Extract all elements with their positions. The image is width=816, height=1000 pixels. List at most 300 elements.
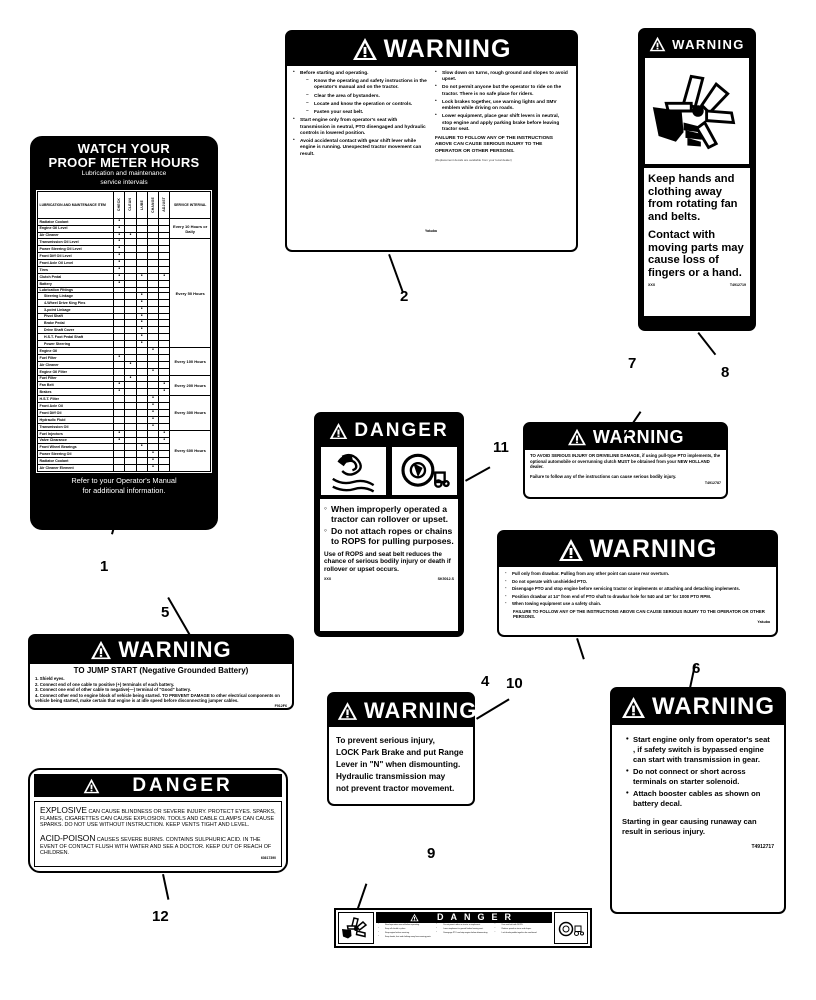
- decal-11-code-left: XXX: [324, 576, 332, 581]
- cell-check: [114, 292, 125, 299]
- cell-item: Air Cleaner: [38, 232, 114, 239]
- sub-list-item: – Know the operating and safety instructions in the operator's manual and on the tractor.: [306, 79, 428, 91]
- cell-lube: [136, 232, 147, 239]
- cell-lube: [136, 451, 147, 458]
- cell-adjust: •: [159, 389, 170, 396]
- cell-change: [147, 375, 158, 382]
- leader-line-9: [357, 883, 367, 908]
- decal-5-code: F912F6: [274, 703, 287, 708]
- cell-check: •: [114, 354, 125, 361]
- cell-lube: •: [136, 444, 147, 451]
- cell-item: Transmission Oil Level: [38, 239, 114, 246]
- list-item: - Disengage PTO and stop engine before servicing tractor or implements or attaching and detaching implements.: [505, 586, 770, 592]
- cell-item: Clutch Pedal: [38, 273, 114, 280]
- cell-item: Radiator Coolant: [38, 218, 114, 225]
- cell-clean: [125, 280, 136, 287]
- th-change: CHANGE: [147, 191, 158, 218]
- cell-adjust: [159, 361, 170, 368]
- list-item: • Use seat belt with ROPS.: [495, 924, 550, 926]
- decal-1-table-wrapper: [36, 190, 212, 473]
- cell-clean: •: [125, 375, 136, 382]
- cell-interval: Every 300 Hours: [170, 396, 211, 430]
- cell-adjust: •: [159, 437, 170, 444]
- decal-7-para1: TO AVOID SERIOUS INJURY OR DRIVELINE DAMAGE, if using pull-type PTO implements, the optional automobile or overrunning clutch MUST be obtained from your NEW HOLLAND dealer.: [530, 453, 721, 469]
- cell-check: [114, 458, 125, 465]
- cell-adjust: [159, 299, 170, 306]
- decal-11-codes: [324, 577, 454, 581]
- cell-clean: [125, 437, 136, 444]
- decal-1-footer: [36, 476, 212, 495]
- decal-8-code-right: T4912719: [729, 283, 746, 288]
- cell-check: [114, 341, 125, 348]
- table-row: [38, 239, 211, 246]
- cell-clean: [125, 416, 136, 423]
- cell-adjust: [159, 416, 170, 423]
- callout-6: 6: [692, 660, 701, 677]
- callout-1: 1: [100, 558, 109, 575]
- cell-change: [147, 260, 158, 267]
- list-item: • Start engine only from operator's seat with transmission in neutral, PTO disengaged and hydraulic controls in lowered position.: [293, 118, 428, 137]
- decal-1-title-line1: WATCH YOUR: [77, 141, 171, 156]
- cell-check: [114, 327, 125, 334]
- list-item: • Keep all shields in place.: [378, 928, 433, 930]
- list-item: • Disengage PTO and stop engine before dismounting.: [436, 932, 491, 934]
- decal-10-lines: [336, 735, 466, 794]
- decal-4-header-band: [499, 532, 776, 567]
- cell-item: Engine Oil Filter: [38, 368, 114, 375]
- cell-adjust: [159, 327, 170, 334]
- decal-5-header-band: [30, 636, 292, 664]
- cell-clean: [125, 458, 136, 465]
- decal-2-left-column: [293, 71, 428, 162]
- cell-adjust: [159, 368, 170, 375]
- cell-lube: [136, 416, 147, 423]
- cell-change: •: [147, 348, 158, 355]
- decal-8-pictogram: [644, 57, 750, 165]
- cell-item: Fuel Filter: [38, 354, 114, 361]
- cell-adjust: [159, 465, 170, 472]
- decal-7-body: [525, 450, 726, 489]
- cell-item: Power Steering: [38, 341, 114, 348]
- cell-lube: [136, 348, 147, 355]
- decal-11-header-band: [320, 418, 458, 443]
- callout-7: 7: [628, 355, 637, 372]
- cell-item: Hydraulic Fluid: [38, 416, 114, 423]
- cell-adjust: •: [159, 430, 170, 437]
- cell-item: Front Diff Oil: [38, 410, 114, 417]
- th-adjust: ADJUST: [159, 191, 170, 218]
- cell-lube: [136, 458, 147, 465]
- list-item: • Start engine only from operator's seat , if safety switch is bypassed engine can start with transmission in gear.: [626, 735, 774, 765]
- cell-clean: [125, 306, 136, 313]
- decal-6-body: [612, 725, 784, 860]
- decal-5-jump-start-warning: [28, 634, 294, 710]
- warning-triangle-icon: [558, 538, 584, 562]
- danger-triangle-icon: [410, 913, 419, 922]
- cell-item: Power Steering Oil Level: [38, 246, 114, 253]
- cell-lube: [136, 382, 147, 389]
- list-item: ◦ When improperly operated a tractor can rollover or upset.: [324, 504, 454, 524]
- cell-check: [114, 306, 125, 313]
- decal-4-band-word: WARNING: [589, 535, 718, 563]
- cell-interval: Every 200 Hours: [170, 375, 211, 396]
- cell-check: [114, 416, 125, 423]
- decal-12-code: 63617390: [260, 856, 276, 861]
- cell-adjust: [159, 253, 170, 260]
- sub-list: [306, 79, 428, 116]
- warning-triangle-icon: [567, 428, 587, 446]
- cell-clean: [125, 218, 136, 225]
- maintenance-table: [37, 191, 211, 472]
- decal-6-code: T4912717: [751, 844, 774, 851]
- cell-change: •: [147, 423, 158, 430]
- decal-6-band-word: WARNING: [652, 693, 775, 720]
- cell-change: •: [147, 410, 158, 417]
- leader-line-10: [476, 698, 509, 719]
- park-brake-line: To prevent serious injury,: [336, 736, 435, 745]
- cell-change: [147, 225, 158, 232]
- park-brake-line: not prevent tractor movement.: [336, 783, 455, 793]
- cell-clean: [125, 389, 136, 396]
- cell-adjust: [159, 239, 170, 246]
- jump-start-step: 4. Connect other end to engine block of vehicle being started. TO PREVENT DAMAGE to other electrical components on vehicle being started, make certain that engine is at idle speed before disconnecting jumper cables.: [35, 692, 280, 703]
- warning-triangle-icon: [352, 37, 378, 61]
- cell-adjust: [159, 403, 170, 410]
- cell-change: [147, 239, 158, 246]
- decal-1-footer-line2: for additional information.: [82, 485, 166, 495]
- decal-1-title-line2: PROOF METER HOURS: [48, 154, 200, 170]
- cell-adjust: [159, 341, 170, 348]
- cell-item: H.S.T. Filter: [38, 396, 114, 403]
- cell-lube: [136, 354, 147, 361]
- cell-item: Fuel Filter: [38, 375, 114, 382]
- cell-change: [147, 430, 158, 437]
- jump-start-step: 3. Connect one end of other cable to negative(—) terminal of "Good" battery.: [35, 687, 192, 692]
- warning-triangle-icon: [90, 640, 112, 660]
- list-item: • Before starting and operating. – Know the operating and safety instructions in the operator's manual and on the tractor. – Clear the area of bystanders. – Locate and know the operation or controls. – Fasten your seat belt.: [293, 71, 428, 116]
- cell-clean: [125, 451, 136, 458]
- cell-adjust: •: [159, 382, 170, 389]
- cell-item: H.S.T. Foot Pedal Shaft: [38, 334, 114, 341]
- cell-lube: [136, 361, 147, 368]
- table-row: [38, 348, 211, 355]
- callout-4: 4: [481, 673, 490, 690]
- cell-item: Lubrication Fittings: [38, 287, 114, 292]
- list-item: ◦ Do not attach ropes or chains to ROPS for pulling purposes.: [324, 526, 454, 546]
- cell-check: •: [114, 382, 125, 389]
- cell-change: •: [147, 368, 158, 375]
- cell-adjust: [159, 260, 170, 267]
- decal-2-band-word: WARNING: [383, 34, 512, 63]
- cell-clean: [125, 430, 136, 437]
- cell-lube: [136, 260, 147, 267]
- cell-change: [147, 382, 158, 389]
- cell-check: [114, 361, 125, 368]
- cell-change: [147, 246, 158, 253]
- decal-9-column-3: [495, 924, 550, 943]
- callout-8: 8: [721, 364, 730, 381]
- decal-2-body: [287, 66, 576, 165]
- cell-adjust: [159, 458, 170, 465]
- decal-7-para2: Failure to follow any of the instructions can cause serious bodily injury.: [530, 473, 677, 479]
- cell-check: •: [114, 266, 125, 273]
- cell-check: [114, 410, 125, 417]
- cell-adjust: [159, 354, 170, 361]
- list-item: • Do not connect or short across terminals on starter solenoid.: [626, 767, 774, 787]
- decal-9-pictogram-left: [338, 912, 374, 944]
- decal-2-left-list: [293, 71, 428, 158]
- cell-check: [114, 334, 125, 341]
- sub-list-item: – Clear the area of bystanders.: [306, 94, 428, 100]
- cell-check: •: [114, 253, 125, 260]
- cell-change: [147, 313, 158, 320]
- th-item: LUBRICATION AND MAINTENANCE ITEM: [38, 191, 114, 218]
- cell-check: •: [114, 430, 125, 437]
- list-item: • Keep hands, feet and clothing away from moving parts.: [378, 936, 433, 938]
- decal-2-header-band: [287, 32, 576, 66]
- cell-clean: [125, 225, 136, 232]
- decal-2-failure-text: FAILURE TO FOLLOW ANY OF THE INSTRUCTIONS ABOVE CAN CAUSE SERIOUS INJURY TO THE OPERATOR OR OTHER PERSONS.: [435, 136, 553, 154]
- decal-9-danger-strip: [334, 908, 592, 948]
- cell-check: [114, 313, 125, 320]
- callout-5: 5: [161, 604, 170, 621]
- decal-11-band-word: DANGER: [354, 420, 449, 441]
- decal-12-paragraph-1: [40, 806, 276, 829]
- cell-lube: •: [136, 313, 147, 320]
- cell-check: •: [114, 260, 125, 267]
- decal-5-steps: [35, 676, 287, 704]
- cell-lube: •: [136, 334, 147, 341]
- cell-adjust: [159, 246, 170, 253]
- cell-change: •: [147, 416, 158, 423]
- cell-lube: •: [136, 327, 147, 334]
- cell-change: [147, 306, 158, 313]
- cell-clean: [125, 403, 136, 410]
- decal-4-failure-text: FAILURE TO FOLLOW ANY OF THE INSTRUCTIONS ABOVE CAN CAUSE SERIOUS INJURY TO THE OPERATOR OR OTHER PERSONS.: [513, 608, 765, 619]
- decal-7-header-band: [525, 424, 726, 450]
- list-item: - Pull only from drawbar. Pulling from any other point can cause rear overturn.: [505, 571, 770, 577]
- cell-interval: Every 10 Hours or Daily: [170, 218, 211, 239]
- decal-6-list: [626, 735, 774, 809]
- warning-triangle-icon: [621, 696, 646, 719]
- decal-12-header-band: [34, 774, 282, 797]
- decal-6-header-band: [612, 689, 784, 725]
- table-header-row: [38, 191, 211, 218]
- cell-item: Brake Pedal: [38, 320, 114, 327]
- decal-9-column-1: [378, 924, 433, 943]
- decal-7-band-word: WARNING: [592, 427, 685, 447]
- tractor-rollover-icon: [397, 449, 453, 493]
- cell-item: Transmission Oil: [38, 423, 114, 430]
- decal-10-park-brake-warning: [327, 692, 478, 806]
- th-lube: LUBE: [136, 191, 147, 218]
- decal-4-body: [499, 567, 776, 628]
- cell-change: [147, 292, 158, 299]
- table-row: [38, 218, 211, 225]
- decal-8-band-word: WARNING: [672, 36, 745, 52]
- leader-line-8: [698, 332, 716, 355]
- cell-adjust: [159, 410, 170, 417]
- cell-adjust: [159, 218, 170, 225]
- cell-change: [147, 232, 158, 239]
- decal-9-columns: [376, 923, 552, 944]
- decal-5-subtitle: TO JUMP START (Negative Grounded Battery): [73, 666, 249, 675]
- cell-change: [147, 253, 158, 260]
- cell-lube: [136, 403, 147, 410]
- cell-item: Engine Oil: [38, 348, 114, 355]
- cell-clean: [125, 348, 136, 355]
- cell-item: 3-point Linkage: [38, 306, 114, 313]
- cell-lube: [136, 375, 147, 382]
- cell-item: Front Axle Oil: [38, 403, 114, 410]
- cell-clean: [125, 410, 136, 417]
- cell-check: •: [114, 437, 125, 444]
- decal-11-pictogram-left: [320, 446, 387, 496]
- cell-change: [147, 327, 158, 334]
- cell-adjust: [159, 451, 170, 458]
- decal-6-starting-warning: [610, 687, 786, 914]
- cell-change: [147, 334, 158, 341]
- decal-7-code: T4912787: [704, 481, 721, 485]
- cell-adjust: [159, 225, 170, 232]
- cell-lube: [136, 218, 147, 225]
- cell-item: Front Wheel Bearings: [38, 444, 114, 451]
- cell-check: [114, 465, 125, 472]
- decal-9-band-word: DANGER: [436, 912, 518, 922]
- decal-1-heading: [36, 142, 212, 187]
- cell-lube: [136, 465, 147, 472]
- cell-clean: [125, 246, 136, 253]
- decal-5-band-word: WARNING: [118, 637, 232, 662]
- cell-lube: •: [136, 292, 147, 299]
- decal-11-code-right: SK5012.S: [437, 576, 454, 581]
- cell-change: [147, 273, 158, 280]
- leader-line-11: [465, 466, 490, 481]
- decal-11-list: [324, 504, 454, 547]
- decal-12-p2-text: CAUSES SEVERE BURNS. CONTAINS SULPHURIC ACID. IN THE EVENT OF CONTACT FLUSH WITH WATER AND SEE A DOCTOR. KEEP OUT OF REACH OF CHILDREN.: [40, 836, 272, 856]
- cell-interval: Every 600 Hours: [170, 430, 211, 471]
- cell-adjust: [159, 313, 170, 320]
- cell-change: •: [147, 458, 158, 465]
- list-item: • Read operators manual before operating.: [378, 924, 433, 926]
- cell-item: Battery: [38, 280, 114, 287]
- decal-12-band-word: DANGER: [132, 775, 233, 796]
- decal-12-paragraph-2: [40, 834, 276, 857]
- cell-change: [147, 354, 158, 361]
- decal-11-pictogram-row: [320, 446, 458, 496]
- cell-interval: Every 100 Hours: [170, 348, 211, 376]
- hand-in-fan-icon: [341, 915, 371, 941]
- cell-lube: [136, 253, 147, 260]
- cell-lube: •: [136, 299, 147, 306]
- cell-interval: Every 50 Hours: [170, 239, 211, 348]
- decal-12-battery-danger: [28, 768, 288, 873]
- cell-item: Valve Clearance: [38, 437, 114, 444]
- cell-change: [147, 280, 158, 287]
- cell-clean: [125, 320, 136, 327]
- list-item: - When towing equipment use a safety chain.: [505, 601, 770, 607]
- list-item: • Attach booster cables as shown on battery decal.: [626, 789, 774, 809]
- cell-check: •: [114, 239, 125, 246]
- cell-change: [147, 437, 158, 444]
- cell-change: [147, 320, 158, 327]
- cell-clean: •: [125, 232, 136, 239]
- decal-6-footer: Starting in gear causing runaway can result in serious injury.: [622, 817, 757, 837]
- cell-item: Power Steering Oil: [38, 451, 114, 458]
- hand-in-rotating-fan-icon: [649, 63, 745, 159]
- list-item: - Position drawbar at 14" from end of PTO shaft to drawbar hole for 540 and 16" for 1000 PTO RPM.: [505, 594, 770, 600]
- cell-lube: [136, 389, 147, 396]
- cell-clean: [125, 253, 136, 260]
- cell-clean: [125, 382, 136, 389]
- decal-8-rotating-fan-warning: [638, 28, 756, 331]
- decal-9-column-2: [436, 924, 491, 943]
- cell-check: [114, 403, 125, 410]
- callout-2: 2: [400, 288, 409, 305]
- cell-item: Front Diff Oil Level: [38, 253, 114, 260]
- cell-check: [114, 368, 125, 375]
- decal-12-p1-lead: EXPLOSIVE: [40, 805, 88, 815]
- decal-8-header-band: [644, 34, 750, 54]
- cell-item: Engine Oil Level: [38, 225, 114, 232]
- decal-8-text-block2: Contact with moving parts may cause loss of fingers or a hand.: [648, 229, 744, 279]
- cell-lube: [136, 430, 147, 437]
- cell-adjust: [159, 280, 170, 287]
- cell-lube: •: [136, 273, 147, 280]
- decal-11-footer: Use of ROPS and seat belt reduces the chance of serious bodily injury or death if rollover or upset occurs.: [324, 550, 451, 573]
- cell-change: •: [147, 396, 158, 403]
- cell-clean: [125, 396, 136, 403]
- decal-2-operating-warning: [285, 30, 578, 252]
- cell-clean: [125, 465, 136, 472]
- cell-check: •: [114, 246, 125, 253]
- cell-lube: •: [136, 306, 147, 313]
- list-item: • Lower implement to ground before leaving seat.: [436, 928, 491, 930]
- decal-11-pictogram-right: [391, 446, 458, 496]
- callout-12: 12: [152, 908, 169, 925]
- decal-9-row: [338, 912, 588, 944]
- cell-change: [147, 299, 158, 306]
- cell-clean: [125, 273, 136, 280]
- cell-check: •: [114, 280, 125, 287]
- warning-triangle-icon: [337, 701, 358, 721]
- cell-clean: [125, 423, 136, 430]
- list-item: • Stop engine before servicing.: [378, 932, 433, 934]
- decal-9-center: [376, 912, 552, 944]
- cell-clean: [125, 334, 136, 341]
- list-item: • Do not permit anyone but the operator to ride on the tractor. There is no safe place for riders.: [435, 85, 570, 97]
- park-brake-line: Lever in "N" when dismounting.: [336, 759, 461, 769]
- decal-1-footer-line1: Refer to your Operator's Manual: [71, 476, 177, 486]
- decal-2-right-list: [435, 71, 570, 133]
- list-item: • Slow down on turns, rough ground and slopes to avoid upset.: [435, 71, 570, 83]
- cell-check: [114, 299, 125, 306]
- cell-check: •: [114, 273, 125, 280]
- sub-list-item: – Locate and know the operation or controls.: [306, 102, 428, 108]
- maintenance-table-head: [38, 191, 211, 218]
- callout-11: 11: [493, 439, 509, 456]
- cell-clean: •: [125, 361, 136, 368]
- park-brake-line: LOCK Park Brake and put Range: [336, 747, 464, 757]
- cell-lube: [136, 239, 147, 246]
- tractor-rollover-icon: [556, 915, 586, 941]
- table-row: [38, 396, 211, 403]
- leader-line-2: [389, 254, 404, 292]
- cell-lube: [136, 410, 147, 417]
- decal-12-text-panel: [34, 801, 282, 867]
- decal-2-right-column: [435, 71, 570, 162]
- leader-line-12: [162, 874, 169, 900]
